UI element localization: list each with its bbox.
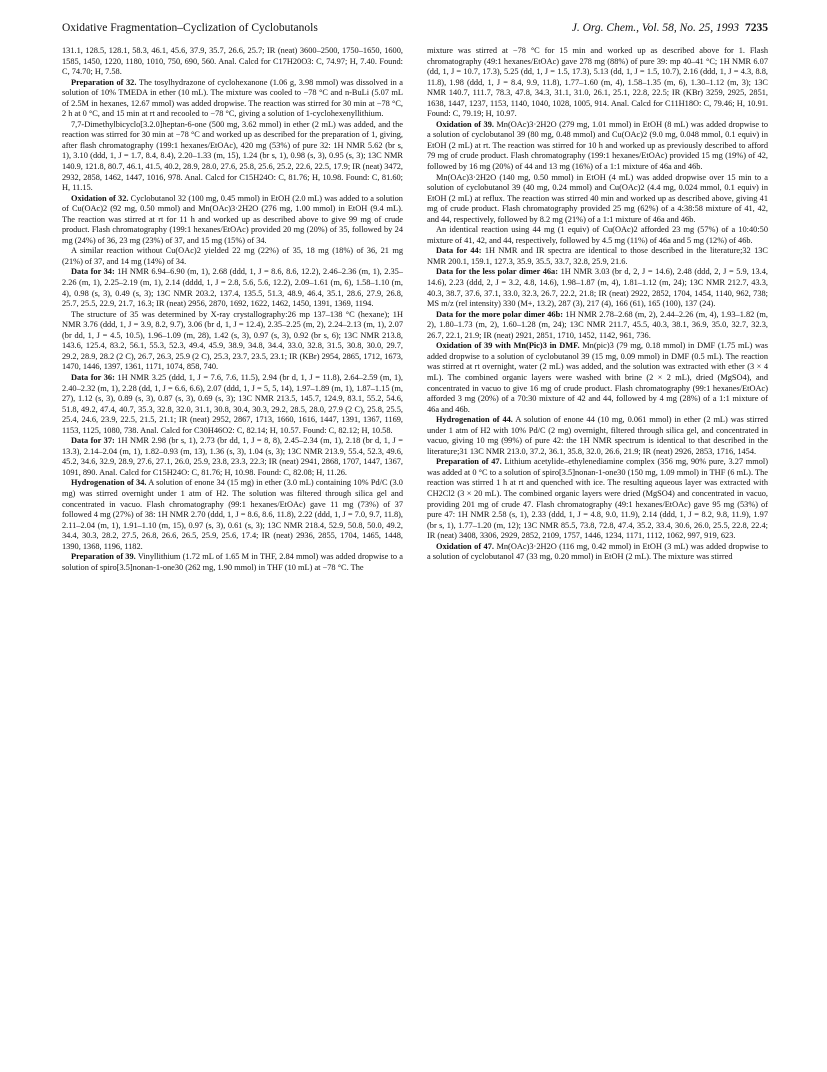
paragraph [62, 246, 403, 267]
paragraph-text: Lithium acetylide–ethylenediamine complex (356 mg, 90% pure, 3.27 mmol) was added at 0 °C to a solution of spiro[3.5]nonan-1-one30 (150 mg, 1.09 mmol) in THF (6 mL). The reaction was stirred 1 h at rt and quenched with ice. The resulting aqueous layer was extracted with CH2Cl2 (3 × 20 mL). The combined organic layers were dried (MgSO4) and concentrated in vacuo, providing 201 mg of crude 47. Flash chromatography (49:1 hexanes/EtOAc) gave 95 mg (53%) of pure 47: 1H NMR 2.58 (s, 1), 2.33 (ddd, 1, J = 4.8, 9.0, 11.9), 2.14 (ddd, 1, J = 8.2, 9.8, 11.9), 1.97 (br s, 1), 1.77–1.20 (m, 12); 13C NMR 85.5, 73.8, 72.8, 47.4, 35.2, 33.4, 30.6, 26.0, 25.5, 22.8, 22.4; IR (neat) 3408, 3306, 2929, 2852, 2109, 1757, 1446, 1234, 1171, 1112, 1062, 997, 919, 623. [427, 457, 768, 541]
paragraph-text: 1H NMR 2.78–2.68 (m, 2), 2.44–2.26 (m, 4), 1.93–1.82 (m, 2), 1.80–1.73 (m, 2), 1.60–1.28 (m, 24); 13C NMR 211.7, 45.5, 40.3, 38.1, 36.9, 35.0, 32.7, 32.3, 26.7, 22.1, 21.9; IR (neat) 2921, 2851, 1710, 1452, 1142, 961, 736. [427, 309, 768, 340]
paragraph-text: Vinyllithium (1.72 mL of 1.65 M in THF, 2.84 mmol) was added dropwise to a solution of spiro[3.5]nonan-1-one30 (262 mg, 1.90 mmol) in THF (10 mL) at −78 °C. The [62, 552, 403, 572]
run-in-heading: Hydrogenation of 44. [436, 415, 513, 425]
paragraph [427, 415, 768, 457]
right-text-column [427, 46, 768, 1056]
paragraph [427, 120, 768, 173]
paragraph-text: 1H NMR 2.98 (br s, 1), 2.73 (br dd, 1, J = 8, 8), 2.45–2.34 (m, 1), 2.18 (br d, 1, J = 13.3), 2.14–2.04 (m, 1), 1.82–0.93 (m, 13), 1.36 (s, 3), 1.04 (s, 3); 13C NMR 213.9, 55.4, 52.3, 49.6, 45.2, 34.6, 32.9, 28.9, 27.6, 27.1, 26.0, 25.9, 23.8, 23.3, 22.3; IR (neat) 2941, 2868, 1707, 1447, 1367, 1091, 890. Anal. Calcd for C15H24O: C, 81.76; H, 10.98. Found: C, 82.08; H, 11.26. [62, 436, 403, 477]
paragraph-text: Cyclobutanol 32 (100 mg, 0.45 mmol) in EtOH (2.0 mL) was added to a solution of Cu(OAc)2 (92 mg, 0.50 mmol) and Mn(OAc)3·2H2O (276 mg, 1.00 mmol) in EtOH (9.4 mL). The reaction was stirred at rt for 11 h and worked up as described above to give 99 mg of crude product. Flash chromatography (199:1 hexanes/EtOAc) provided 20 mg (20%) of 35, followed by 24 mg (24%) of 36, 23 mg (23%) of 37, and 15 mg (15%) of 34. [62, 193, 403, 245]
run-in-heading: Data for 37: [71, 436, 115, 446]
run-in-heading: Oxidation of 39. [436, 119, 494, 129]
paragraph [62, 552, 403, 573]
paragraph [62, 478, 403, 552]
paragraph [427, 225, 768, 246]
page-number: 7235 [745, 22, 768, 34]
run-in-heading: Oxidation of 32. [71, 193, 129, 203]
paragraph-text: The tosylhydrazone of cyclohexanone (1.06 g, 3.98 mmol) was dissolved in a solution of 10% TMEDA in ether (10 mL). The mixture was cooled to −78 °C and n-BuLi (5.07 mL of 2.5M in hexanes, 12.67 mmol) was added dropwise. The reaction was stirred for 30 min at −78 °C, 2 h at 0 °C, and 15 min at rt and recooled to −78 °C, giving a solution of 1-cyclohexenyllithium. [62, 77, 403, 119]
paragraph [427, 341, 768, 415]
paragraph-text: Mn(OAc)3·2H2O (279 mg, 1.01 mmol) in EtOH (8 mL) was added dropwise to a solution of cyclobutanol 39 (80 mg, 0.48 mmol) and Cu(OAc)2 (9.0 mg, 0.048 mmol, 0.1 equiv) in EtOH (2 mL) at rt. The reaction was stirred for 10 h and worked up as previously described to afford 79 mg of crude product. Flash chromatography (199:1 hexanes/EtOAc) provided 15 mg (19%) of 42, followed by 16 mg (20%) of 44 and 13 mg (16%) of a 1:1 mixture of 46a and 46b. [427, 119, 768, 172]
run-in-heading: Oxidation of 47. [436, 541, 494, 551]
paragraph-text: 1H NMR 3.25 (ddd, 1, J = 7.6, 7.6, 11.5), 2.94 (br d, 1, J = 11.8), 2.64–2.59 (m, 1), 2.40–2.32 (m, 1), 2.28 (dd, 1, J = 6.6, 6.6), 2.07 (ddd, 1, J = 5, 5, 14), 1.97–1.89 (m, 1), 1.87–1.15 (m, 27), 1.12 (s, 3), 0.89 (s, 3), 0.87 (s, 3), 0.69 (s, 3); 13C NMR 213.5, 145.7, 124.9, 83.1, 55.2, 54.6, 51.8, 49.2, 47.4, 40.7, 35.3, 32.8, 32.0, 31.1, 30.8, 30.4, 30.3, 29.2, 28.5, 28.0, 27.9 (2 C), 25.8, 25.5, 25.4, 24.6, 23.9, 22.5, 21.5, 21.1; IR (neat) 2952, 2867, 1713, 1660, 1616, 1447, 1391, 1367, 1169, 1153, 1125, 1080, 738. Anal. Calcd for C30H46O2: C, 82.14; H, 10.57. Found: C, 82.12; H, 10.58. [62, 372, 403, 435]
paragraph-text: Mn(pic)3 (79 mg, 0.18 mmol) in DMF (1.75 mL) was added dropwise to a solution of cyclobutanol 39 (15 mg, 0.09 mmol) in DMF (0.5 mL). The reaction was stirred at rt overnight, water (2 mL) was added, and the solution was extracted with ether (3 × 4 mL). The combined organic layers were washed with brine (2 × 2 mL), dried (MgSO4), and concentrated in vacuo to give 16 mg of crude product. Flash chromatography (99:1 hexanes/EtOAc) afforded 3 mg (20%) of a 70:30 mixture of 42 and 44, followed by 4 mg (28%) of a 1:1 mixture of 46a and 46b. [427, 341, 768, 414]
paragraph-text: 131.1, 128.5, 128.1, 58.3, 46.1, 45.6, 37.9, 35.7, 26.6, 25.7; IR (neat) 3600–2500, 1750–1650, 1600, 1585, 1450, 1220, 1180, 1010, 750, 690, 560. Anal. Calcd for C17H20O3: C, 74.97; H, 7.40. Found: C, 74.70; H, 7.58. [62, 46, 403, 77]
paragraph-text: 1H NMR 3.03 (br d, 2, J = 14.6), 2.48 (ddd, 2, J = 5.9, 13.4, 14.6), 2.23 (ddd, 2, J = 3.2, 4.8, 14.6), 1.98–1.87 (m, 4), 1.81–1.12 (m, 24); 13C NMR 212.7, 43.3, 40.3, 38.7, 37.6, 37.1, 33.0, 32.3, 26.7, 22.2, 21.8; IR (neat) 2922, 2852, 1704, 1454, 1140, 962, 738; MS m/z (rel intensity) 330 (M+, 13.2), 287 (3), 217 (4), 166 (61), 165 (100), 137 (24). [427, 267, 768, 309]
paragraph-text: 7,7-Dimethylbicyclo[3.2.0]heptan-6-one (500 mg, 3.62 mmol) in ether (2 mL) was added, and the reaction was stirred for 30 min at −78 °C and worked up as described for the preparation of 1, giving, after flash chromatography (199:1 hexanes/EtOAc), 420 mg (53%) of pure 32: 1H NMR 5.62 (br s, 1), 3.10 (ddd, 1, J = 1.7, 8.4, 8.4), 2.20–1.33 (m, 15), 1.24 (br s, 1), 0.98 (s, 3), 0.95 (s, 3); 13C NMR 140.9, 121.8, 80.7, 46.1, 41.5, 40.2, 28.9, 28.0, 27.6, 25.8, 25.6, 25.2, 22.6, 22.5, 17.9; IR (neat) 3472, 2932, 2858, 1462, 1447, 1016, 978. Anal. Calcd for C15H24O: C, 81.76; H, 10.98. Found: C, 81.60; H, 11.15. [62, 119, 403, 193]
run-in-heading: Preparation of 32. [71, 77, 137, 87]
paragraph [427, 246, 768, 267]
run-in-heading: Oxidation of 39 with Mn(Pic)3 in DMF. [436, 341, 580, 351]
journal-citation [572, 22, 768, 34]
paragraph [427, 173, 768, 226]
paragraph-text: Mn(OAc)3·2H2O (116 mg, 0.42 mmol) in EtOH (3 mL) was added dropwise to a solution of cyclobutanol 47 (33 mg, 0.20 mmol) in EtOH (2 mL). The mixture was stirred [427, 541, 768, 562]
paragraph-text: 1H NMR 6.94–6.90 (m, 1), 2.68 (ddd, 1, J = 8.6, 8.6, 12.2), 2.46–2.36 (m, 1), 2.35–2.26 (m, 1), 2.25–2.19 (m, 1), 2.14 (dddd, 1, J = 2.8, 5.6, 5.6, 12.2), 2.09–1.61 (m, 6), 1.58–1.10 (m, 4), 0.98 (s, 3), 0.49 (s, 3); 13C NMR 203.2, 137.4, 135.5, 51.3, 48.9, 46.4, 35.1, 28.6, 27.9, 26.8, 25.7, 25.5, 22.9, 21.7, 16.3; IR (neat) 2956, 2870, 1692, 1622, 1462, 1450, 1391, 1369, 1194. [62, 267, 403, 309]
paragraph-text: The structure of 35 was determined by X-ray crystallography:26 mp 137–138 °C (hexane); 1H NMR 3.76 (ddd, 1, J = 3.9, 8.2, 9.7), 3.06 (br d, 1, J = 12.4), 2.35–2.25 (m, 2), 2.24–2.13 (m, 1), 2.07 (br dd, 1, J = 4.5, 10.5), 1.96–1.09 (m, 28), 1.42 (s, 3), 0.97 (s, 3), 0.92 (br s, 6); 13C NMR 213.8, 143.6, 125.4, 83.2, 56.1, 55.3, 52.3, 49.4, 45.9, 38.9, 34.8, 34.4, 33.0, 32.8, 31.5, 30.8, 30.0, 29.7, 29.2, 28.9, 28.2 (2 C), 26.7, 26.3, 25.9 (2 C), 25.3, 23.7, 23.5, 23.1; IR (KBr) 2954, 2865, 1712, 1673, 1470, 1446, 1397, 1361, 1171, 1074, 858, 740. [62, 309, 403, 372]
paragraph [427, 457, 768, 541]
paragraph [62, 194, 403, 247]
paragraph [62, 436, 403, 478]
paragraph [427, 267, 768, 309]
run-in-heading: Data for 44: [436, 246, 482, 256]
run-in-heading: Preparation of 47. [436, 457, 502, 467]
paragraph-text: Mn(OAc)3·2H2O (140 mg, 0.50 mmol) in EtOH (4 mL) was added dropwise over 15 min to a solution of cyclobutanol 39 (40 mg, 0.24 mmol) and Cu(OAc)2 (4.4 mg, 0.024 mmol, 0.1 equiv) in EtOH (2 mL) at reflux. The reaction was stirred 40 min and worked up as described above, giving 41 mg of crude product. Flash chromatography provided 25 mg (62%) of a 4:38:58 mixture of 41, 42, and 44, respectively, followed by 8.2 mg (21%) of a 1:1 mixture of 46a and 46b. [427, 172, 768, 224]
run-in-heading: Data for the more polar dimer 46b: [436, 309, 564, 319]
paragraph [62, 310, 403, 373]
run-in-heading: Hydrogenation of 34. [71, 478, 147, 488]
run-in-heading: Data for the less polar dimer 46a: [436, 267, 559, 277]
run-in-heading: Data for 36: [71, 372, 115, 382]
paragraph [62, 373, 403, 436]
run-in-heading: Preparation of 39. [71, 552, 136, 562]
running-title: Oxidative Fragmentation–Cyclization of Cyclobutanols [62, 22, 318, 34]
paragraph [62, 46, 403, 78]
paragraph [427, 310, 768, 342]
paragraph [62, 78, 403, 120]
left-text-column [62, 46, 403, 1056]
paragraph-text: A solution of enone 34 (15 mg) in ether (3.0 mL) containing 10% Pd/C (3.0 mg) was stirred overnight under 1 atm of H2. The solution was filtered through silica gel and concentrated in vacuo. Flash chromatography (99:1 hexanes/EtOAc) gave 11 mg (73%) of 37 followed 4 mg (27%) of 38: 1H NMR 2.70 (ddd, 1, J = 8.6, 8.6, 11.8), 2.22 (ddd, 1, J = 7.0, 9.7, 11.8), 2.11–2.04 (m, 1), 1.91–1.10 (m, 15), 0.97 (s, 3), 0.61 (s, 3); 13C NMR 218.4, 52.9, 50.8, 50.0, 49.2, 34.4, 30.3, 28.2, 27.5, 26.8, 26.6, 26.5, 25.9, 25.6, 17.4; IR (neat) 2936, 2855, 1704, 1465, 1448, 1390, 1368, 1196, 1182. [62, 478, 403, 551]
paragraph-text: A solution of enone 44 (10 mg, 0.061 mmol) in ether (2 mL) was stirred under 1 atm of H2 with 10% Pd/C (2 mg) overnight, filtered through silica gel, and concentrated in vacuo, giving 10 mg (99%) of pure 42: the 1H NMR spectrum is identical to that described in the literature;31 13C NMR 213.0, 37.2, 36.1, 35.8, 32.0, 26.6, 21.9; IR (neat) 2926, 2853, 1716, 1454. [427, 415, 768, 456]
paragraph-text: A similar reaction without Cu(OAc)2 yielded 22 mg (22%) of 35, 18 mg (18%) of 36, 21 mg (21%) of 37, and 14 mg (14%) of 34. [62, 246, 403, 266]
paragraph-text: 1H NMR and IR spectra are identical to those described in the literature;32 13C NMR 200.1, 159.1, 127.3, 35.9, 35.5, 33.7, 32.8, 25.9, 21.6. [427, 246, 768, 266]
run-in-heading: Data for 34: [71, 267, 115, 277]
paragraph [62, 120, 403, 194]
paragraph [427, 46, 768, 120]
paragraph [427, 542, 768, 563]
paragraph-text: mixture was stirred at −78 °C for 15 min and worked up as described above for 1. Flash chromatography (49:1 hexanes/EtOAc) gave 278 mg (88%) of pure 39: mp 40–41 °C; 1H NMR 6.07 (dd, 1, J = 10.7, 17.3), 5.25 (dd, 1, J = 1.5, 17.3), 5.13 (dd, 1, J = 1.5, 10.7), 2.16 (ddd, 1, J = 4.3, 8.8, 11.8), 1.98 (ddd, 1, J = 8.4, 9.9, 11.8), 1.77–1.60 (m, 4), 1.58–1.35 (m, 6), 1.30–1.12 (m, 3); 13C NMR 140.7, 111.7, 78.3, 47.8, 34.3, 31.1, 31.0, 26.1, 25.1, 22.8, 22.5; IR (KBr) 3259, 2925, 2851, 1638, 1447, 1237, 1153, 1140, 1040, 1028, 1005, 914. Anal. Calcd for C11H18O: C, 79.46; H, 10.91. Found: C, 79.19; H, 10.97. [427, 46, 768, 119]
paragraph [62, 267, 403, 309]
journal-name: J. Org. Chem., Vol. 58, No. 25, 1993 [571, 22, 739, 34]
running-header [62, 22, 768, 38]
paragraph-text: An identical reaction using 44 mg (1 equiv) of Cu(OAc)2 afforded 23 mg (57%) of a 10:40:50 mixture of 41, 42, and 44, respectively, followed by 4.5 mg (11%) of 46a and 5 mg (12%) of 46b. [427, 225, 768, 245]
